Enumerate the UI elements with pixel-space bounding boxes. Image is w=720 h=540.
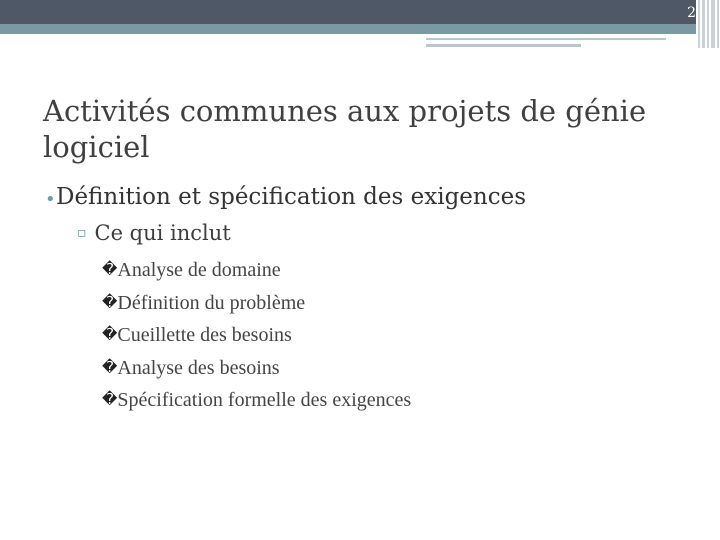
missing-glyph-icon: � bbox=[102, 325, 118, 344]
bullet-text: Définition et spécification des exigences bbox=[56, 184, 527, 210]
list-item: �Définition du problème bbox=[102, 291, 306, 314]
missing-glyph-icon: � bbox=[102, 357, 118, 376]
list-item: �Analyse des besoins bbox=[102, 356, 280, 379]
square-bullet-icon: ▫ bbox=[77, 225, 87, 241]
header-bar bbox=[0, 0, 696, 24]
slide-title: Activités communes aux projets de génie logiciel bbox=[43, 94, 647, 164]
bullet-icon: • bbox=[45, 189, 56, 210]
missing-glyph-icon: � bbox=[102, 292, 118, 311]
corner-decoration bbox=[698, 0, 720, 48]
list-item: �Analyse de domaine bbox=[102, 259, 281, 281]
bullet-level-1 bbox=[45, 184, 527, 210]
header-thin-line bbox=[426, 44, 581, 47]
bullet-text: Ce qui inclut bbox=[94, 221, 231, 245]
header-thin-line bbox=[426, 38, 666, 40]
list-item: �Spécification formelle des exigences bbox=[102, 389, 412, 412]
header-accent-bar bbox=[0, 24, 696, 34]
missing-glyph-icon: � bbox=[102, 260, 118, 278]
missing-glyph-icon: � bbox=[102, 390, 118, 409]
list-item: �Cueillette des besoins bbox=[102, 324, 292, 347]
slide-number: 2 bbox=[687, 5, 696, 21]
bullet-level-3-list bbox=[102, 254, 411, 417]
bullet-level-2 bbox=[77, 221, 231, 245]
